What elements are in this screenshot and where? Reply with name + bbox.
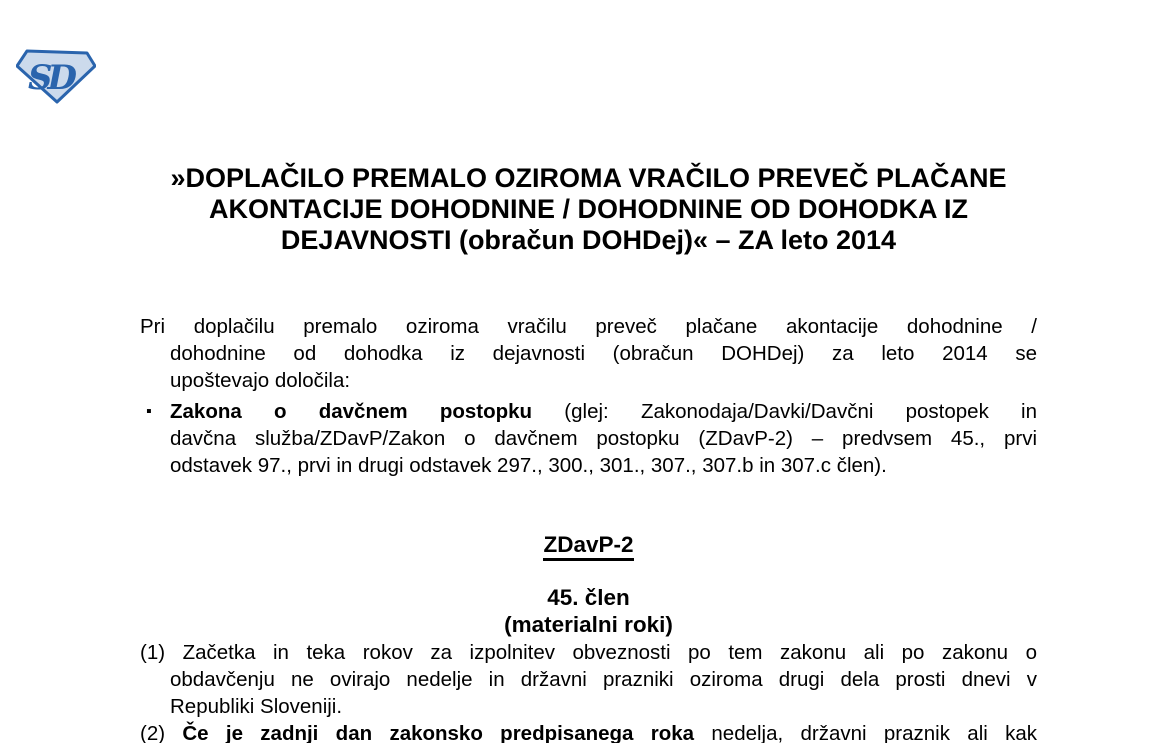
paragraph-1-line-2: obdavčenju ne ovirajo nedelje in državni prazniki oziroma drugi dela prosti dnevi v (170, 668, 1037, 691)
paragraph-1 (140, 639, 1037, 720)
intro-paragraph (140, 313, 1037, 394)
bullet-line-3: odstavek 97., prvi in drugi odstavek 297., 300., 301., 307., 307.b in 307.c člen). (170, 454, 887, 477)
title-line-1: »DOPLAČILO PREMALO OZIROMA VRAČILO PREVEČ PLAČANE (170, 163, 1007, 193)
intro-line-2: dohodnine od dohodka iz dejavnosti (obračun DOHDej) za leto 2014 se (170, 342, 1037, 365)
bullet-item (140, 398, 1037, 479)
article-subheading: (materialni roki) (504, 612, 673, 637)
paragraph-1-line-3: Republiki Sloveniji. (170, 695, 343, 718)
paragraph-2 (140, 720, 1037, 743)
paragraph-1-line-1: (1) Začetka in teka rokov za izpolnitev obveznosti po tem zakonu ali po zakonu o (140, 641, 1037, 664)
article-heading: 45. člen (547, 585, 630, 610)
document-title (140, 163, 1037, 256)
law-heading-text: ZDavP-2 (543, 533, 633, 561)
bullet-line-1: Zakona o davčnem postopku (glej: Zakonodaja/Davki/Davčni postopek in (170, 400, 1037, 423)
title-line-3: DEJAVNOSTI (obračun DOHDej)« – ZA leto 2014 (280, 225, 897, 255)
bullet-line-2: davčna služba/ZDavP/Zakon o davčnem postopku (ZDavP-2) – predvsem 45., prvi (170, 427, 1037, 450)
bullet-square-marker: ▪ (146, 403, 152, 420)
sd-shield-logo (16, 47, 96, 105)
law-heading (140, 531, 1037, 561)
intro-line-3: upoštevajo določila: (170, 369, 351, 392)
title-line-2: AKONTACIJE DOHODNINE / DOHODNINE OD DOHODKA IZ (208, 194, 969, 224)
intro-line-1: Pri doplačilu premalo oziroma vračilu preveč plačane akontacije dohodnine / (140, 315, 1037, 338)
paragraph-2-line-1: (2) Če je zadnji dan zakonsko predpisanega roka nedelja, državni praznik ali kak (140, 722, 1038, 743)
logo-letters: SD (28, 58, 73, 98)
